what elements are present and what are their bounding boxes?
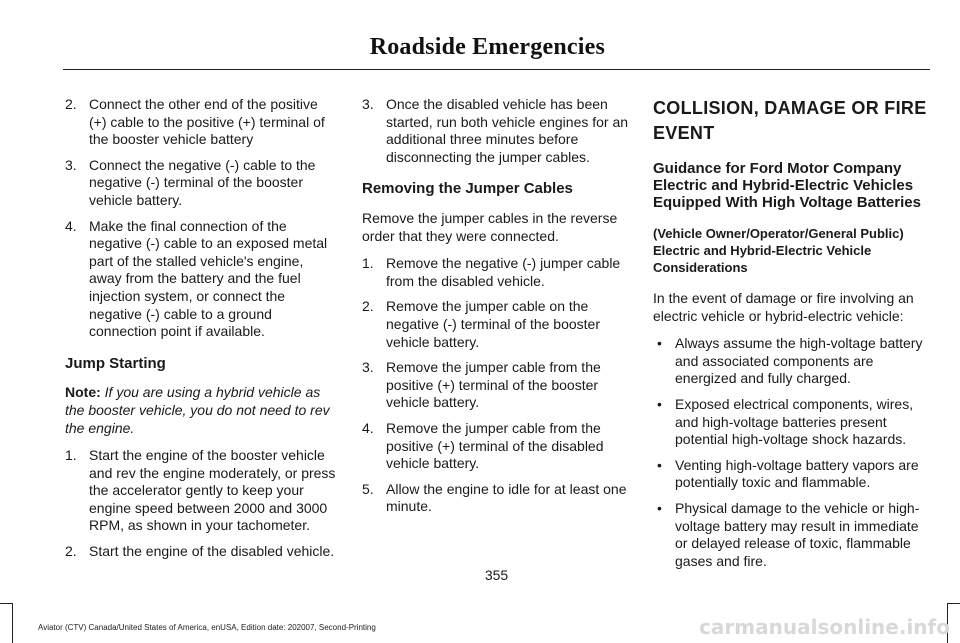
list-number: 4.: [362, 419, 374, 436]
watermark-logo: carmanualsonline.info: [699, 615, 950, 639]
list-number: 2.: [362, 298, 374, 315]
crop-mark-right-horizontal: [947, 603, 960, 604]
column-middle: [362, 96, 634, 524]
section-heading-jump-starting: Jump Starting: [65, 354, 166, 372]
bullet-icon: •: [657, 499, 662, 516]
crop-mark-left-vertical: [12, 603, 13, 643]
page-number: 355: [484, 567, 509, 583]
list-item: [65, 218, 337, 341]
considerations-heading: (Vehicle Owner/Operator/General Public) Electric and Hybrid-Electric Vehicle Considerations: [653, 226, 904, 275]
list-number: 1.: [362, 255, 374, 272]
list-item: [362, 255, 634, 290]
list-number: 3.: [362, 96, 374, 112]
note-text: If you are using a hybrid vehicle as the booster vehicle, you do not need to rev the engine.: [65, 384, 330, 436]
section-title-line2: EVENT: [653, 123, 715, 143]
list-item: [65, 543, 337, 561]
section-title: [653, 96, 931, 146]
page-header-title: Roadside Emergencies: [369, 34, 605, 60]
list-item: [362, 96, 634, 166]
list-item: [362, 481, 634, 516]
bullet-item: [653, 335, 931, 388]
list-number: 2.: [65, 543, 77, 560]
list-text: Make the final connection of the negative (-) cable to an exposed metal part of the stalled vehicle's engine, away from the battery and the fuel injection system, or connect the negative (-) cable to a ground connection point if available.: [89, 217, 328, 340]
column-left: [65, 96, 337, 569]
list-text: Start the engine of the booster vehicle and rev the engine moderately, or press the accelerator gently to keep your engine speed between 2000 and 3000 RPM, as shown in your tachometer.: [89, 447, 336, 534]
bullet-text: Exposed electrical components, wires, and high-voltage batteries present potential high-voltage shock hazards.: [675, 395, 914, 448]
list-item: [362, 359, 634, 412]
section-title-line1: COLLISION, DAMAGE OR FIRE: [653, 98, 927, 118]
bullet-text: Venting high-voltage battery vapors are potentially toxic and flammable.: [675, 456, 919, 491]
bullet-icon: •: [657, 395, 662, 412]
list-item: [65, 447, 337, 535]
bullet-icon: •: [657, 335, 662, 352]
note-label: Note:: [65, 384, 101, 401]
list-text: Once the disabled vehicle has been started, run both vehicle engines for an additional three minutes before disconnecting the jumper cables.: [386, 96, 629, 165]
header-divider: [63, 69, 930, 70]
list-number: 1.: [65, 447, 77, 464]
list-item: [362, 298, 634, 351]
list-number: 5.: [362, 480, 374, 497]
list-item: [65, 96, 337, 149]
list-text: Remove the negative (-) jumper cable from the disabled vehicle.: [386, 255, 621, 289]
guidance-heading: Guidance for Ford Motor Company Electric and Hybrid-Electric Vehicles Equipped With High Voltage Batteries: [653, 160, 921, 211]
list-item: [362, 420, 634, 473]
column-right: [653, 96, 931, 578]
list-text: Connect the other end of the positive (+) cable to the positive (+) terminal of the booster vehicle battery: [89, 96, 325, 148]
bullet-text: Always assume the high-voltage battery and associated components are energized and fully charged.: [675, 335, 923, 387]
bullet-item: [653, 396, 931, 449]
crop-mark-left-horizontal: [0, 603, 12, 604]
intro-paragraph: In the event of damage or fire involving an electric vehicle or hybrid-electric vehicle:: [653, 290, 914, 324]
list-text: Start the engine of the disabled vehicle.: [89, 543, 335, 560]
note-paragraph: [65, 384, 337, 437]
bullet-item: [653, 457, 931, 492]
bullet-text: Physical damage to the vehicle or high-voltage battery may result in immediate or delayed release of toxic, flammable gases and fire.: [675, 499, 920, 569]
list-text: Remove the jumper cable from the positive (+) terminal of the booster vehicle battery.: [386, 359, 601, 411]
list-item: [65, 157, 337, 210]
list-number: 2.: [65, 96, 77, 112]
list-text: Allow the engine to idle for at least one minute.: [386, 480, 627, 515]
footer-edition-text: Aviator (CTV) Canada/United States of America, enUSA, Edition date: 202007, Second-Printing: [38, 623, 376, 632]
section-heading-removing-cables: Removing the Jumper Cables: [362, 180, 573, 198]
intro-paragraph: Remove the jumper cables in the reverse order that they were connected.: [362, 209, 618, 244]
list-text: Remove the jumper cable on the negative (-) terminal of the booster vehicle battery.: [386, 298, 600, 350]
list-text: Connect the negative (-) cable to the negative (-) terminal of the booster vehicle battery.: [89, 156, 316, 208]
list-text: Remove the jumper cable from the positive (+) terminal of the disabled vehicle battery.: [386, 419, 604, 472]
bullet-item: [653, 500, 931, 570]
list-number: 3.: [362, 359, 374, 376]
list-number: 3.: [65, 156, 77, 173]
bullet-icon: •: [657, 456, 662, 473]
list-number: 4.: [65, 217, 77, 234]
